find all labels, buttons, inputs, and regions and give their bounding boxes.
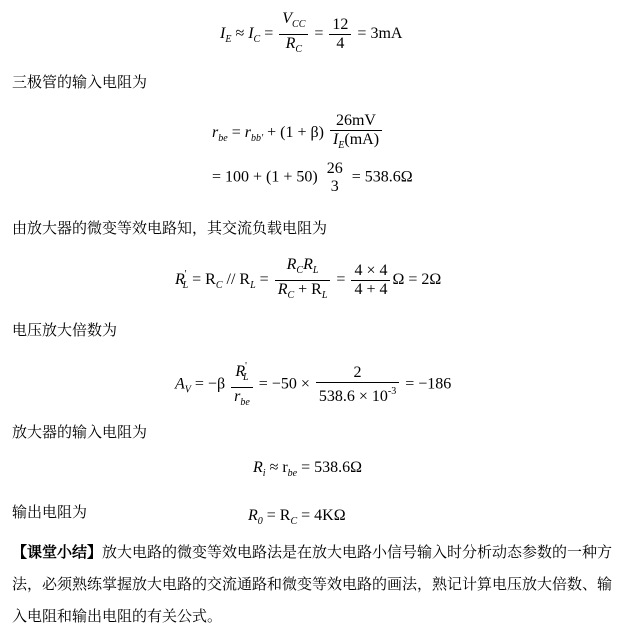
equation-ri: $R_i \approx r_{be} = 538.6\Omega$ <box>253 459 363 479</box>
equation-rl: $R'_L = R_C // R_L$ = $\frac{R_CR_L}{R_C + R_L}$ = $\frac{4 \times 4}{4 + 4}$ Ω = 2Ω <box>175 256 441 305</box>
fraction-vcc-rc: $\frac{V_{CC}}{R_C}$ <box>279 10 308 59</box>
summary-paragraph <box>12 536 616 632</box>
fraction-rl-rbe: $\frac{R'_L}{r_{be}}$ <box>231 358 253 412</box>
equation-av: $A_V = -\beta$ $\frac{R'_L}{r_{be}}$ = −50 × $\frac{2}{538.6 \times 10^{-3}}$ = −186 <box>175 358 451 412</box>
equation-r0: $R_0 = R_C = 4K\Omega$ <box>248 507 346 527</box>
text-ac-load-resistance: 由放大器的微变等效电路知，其交流负载电阻为 <box>12 219 328 237</box>
fraction-2-538: $\frac{2}{538.6 \times 10^{-3}}$ <box>316 364 399 406</box>
fraction-rc-rl: $\frac{R_CR_L}{R_C + R_L}$ <box>275 256 331 305</box>
text-output-resistance: 输出电阻为 <box>12 503 88 521</box>
text-amplifier-input-resistance: 放大器的输入电阻为 <box>12 423 148 441</box>
equation-rbe-value: = 100 + (1 + 50) 26 3 = 538.6Ω <box>212 160 413 195</box>
summary-label: 【课堂小结】 <box>12 543 103 561</box>
text-input-resistance-transistor: 三极管的输入电阻为 <box>12 73 148 91</box>
text-voltage-gain: 电压放大倍数为 <box>12 321 118 339</box>
fraction-4x4: $\frac{4 \times 4}{4 + 4}$ <box>351 262 390 299</box>
equation-rbe: $r_{be} = r_{bb'} + (1 + \beta)$ $\frac{26mV}{I_E(mA)}$ <box>212 112 384 155</box>
summary-body: 放大电路的微变等效电路法是在放大电路小信号输入时分析动态参数的一种方法，必须熟练掌握放大电路的交流通路和微变等效电路的画法，熟记计算电压放大倍数、输入电阻和输出电阻的有关公式。 <box>12 543 613 625</box>
equation-ie: $I_E \approx I_C$ = $\frac{V_{CC}}{R_C}$ = $\frac{12}{4}$ = 3mA <box>220 10 402 59</box>
fraction-26-3: 26 3 <box>326 160 343 195</box>
fraction-26mv-ie: $\frac{26mV}{I_E(mA)}$ <box>330 112 382 155</box>
fraction-12-4: $\frac{12}{4}$ <box>329 16 351 53</box>
